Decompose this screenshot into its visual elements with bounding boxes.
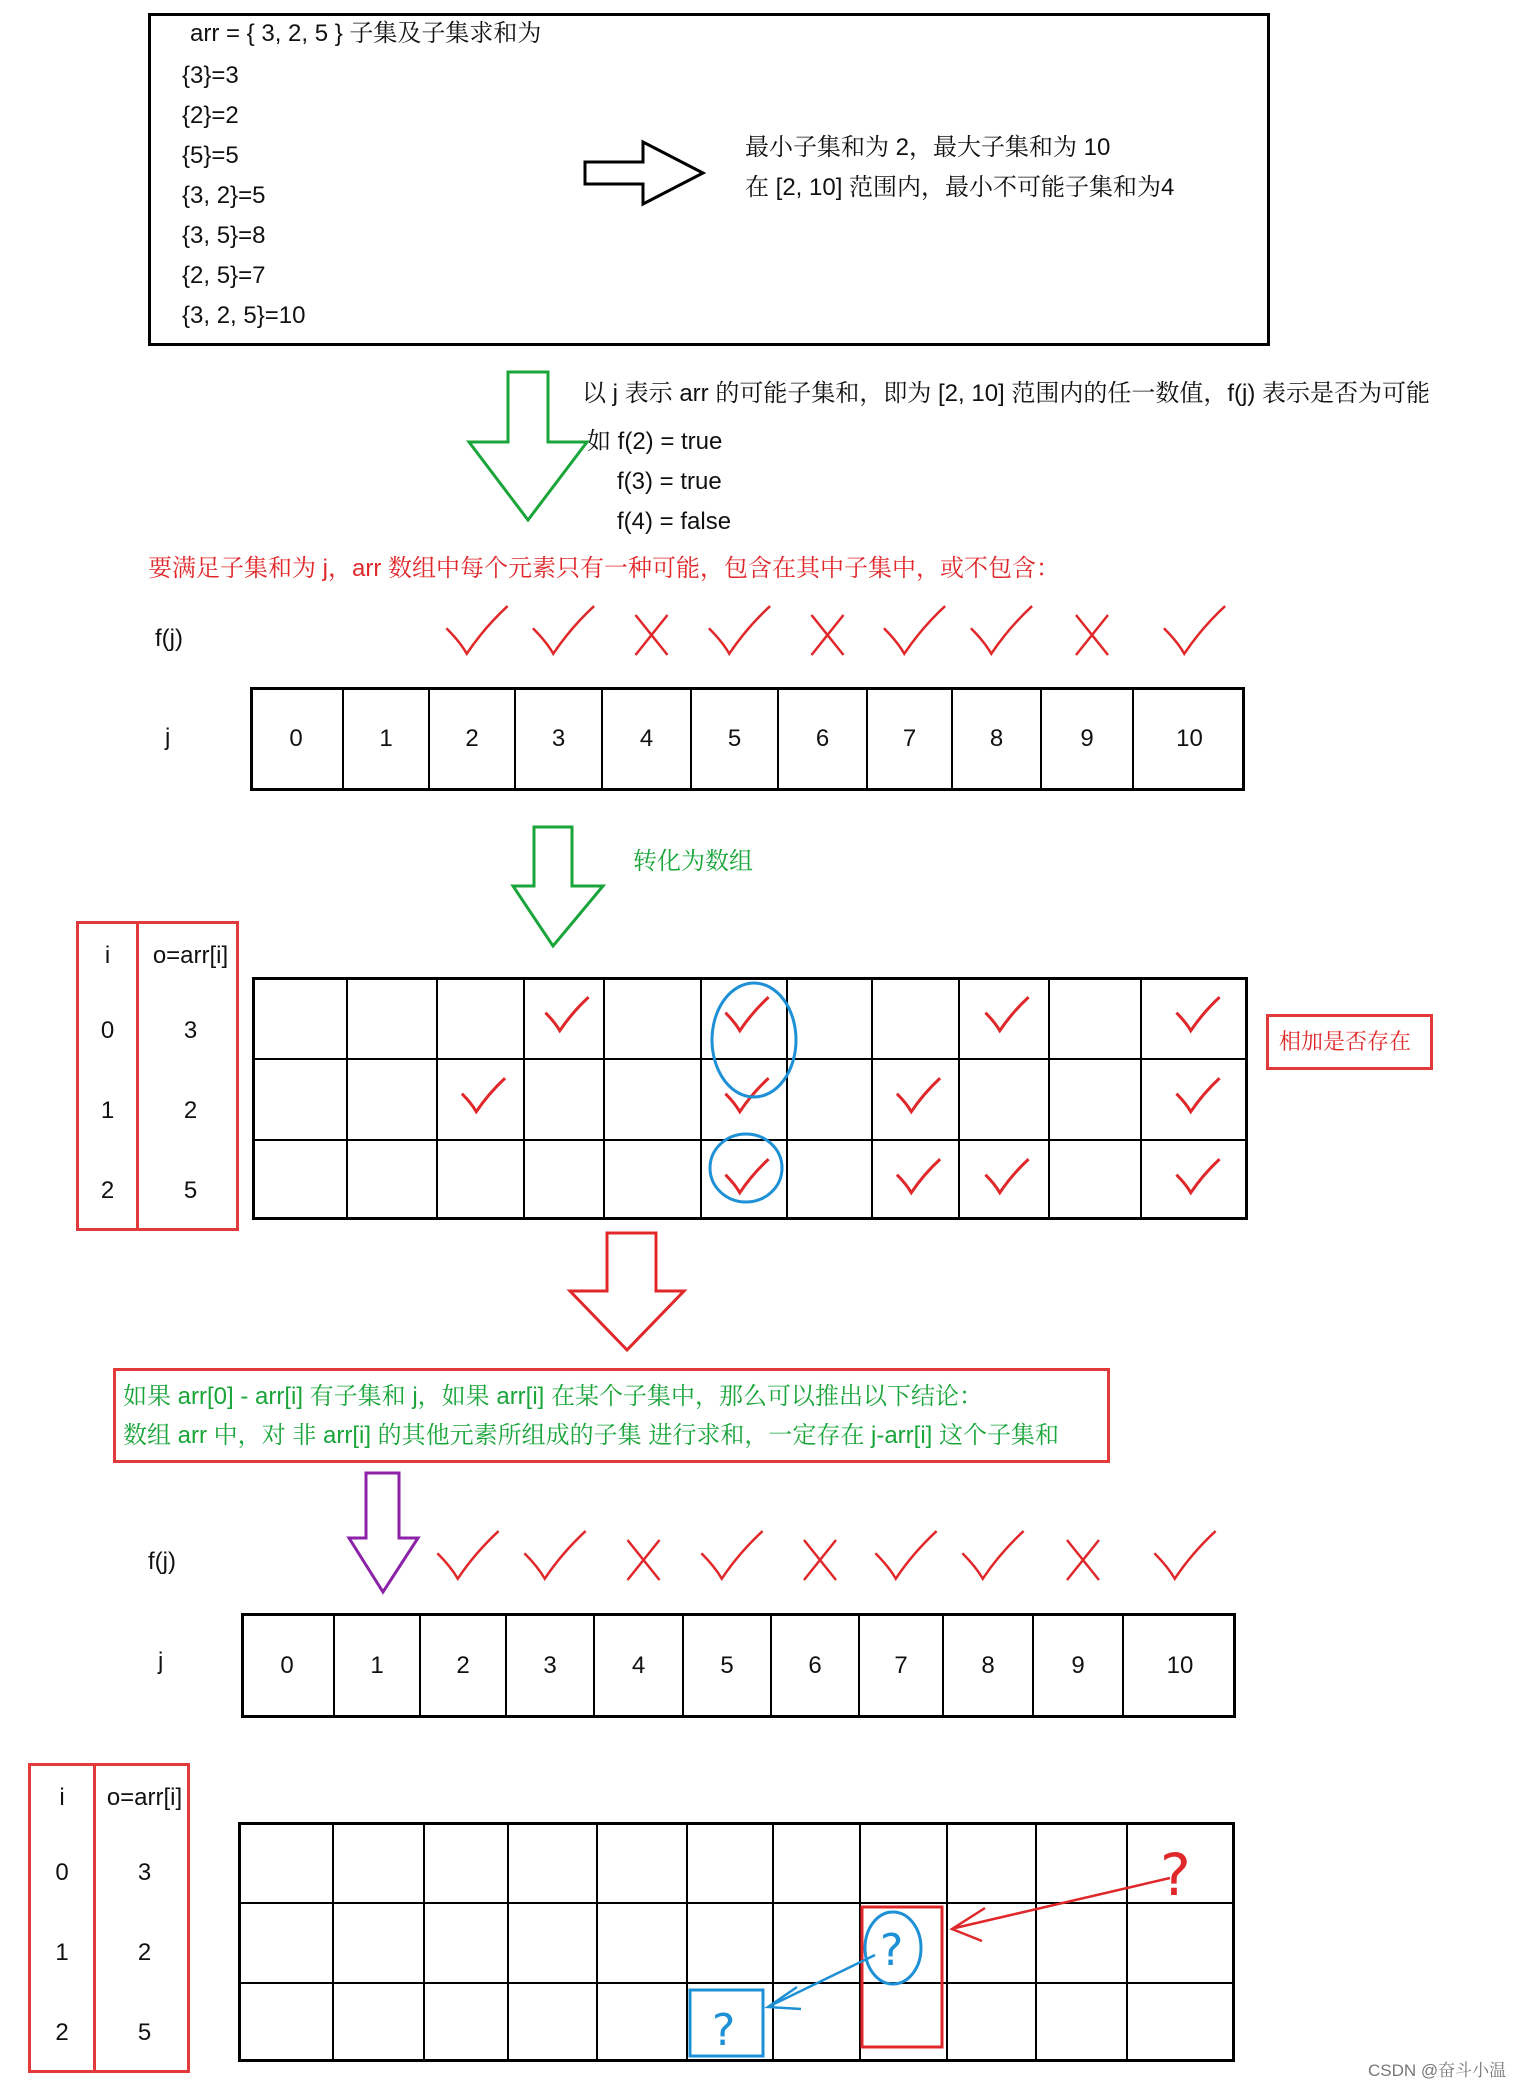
conclusion-line-1: 如果 arr[0] - arr[i] 有子集和 j，如果 arr[i] 在某个子集中，那么可以推出以下结论：	[123, 1383, 984, 1410]
subset-item: {3, 2}=5	[182, 182, 266, 209]
j-label-2: j	[158, 1648, 164, 1675]
j-cell-2: 2	[419, 1613, 505, 1718]
j-cell-4: 4	[601, 687, 690, 791]
subset-item: {2}=2	[182, 102, 239, 129]
arr-header-o: o=arr[i]	[106, 1784, 183, 1811]
conclusion-min-impossible: 在 [2, 10] 范围内，最小不可能子集和为4	[745, 174, 1175, 201]
f-label-2: f(j)	[148, 1548, 176, 1575]
j-cell-7: 7	[866, 687, 951, 791]
subset-title: arr = { 3, 2, 5 } 子集及子集求和为	[190, 20, 542, 47]
j-cell-9: 9	[1032, 1613, 1122, 1718]
j-cell-0: 0	[280, 1651, 294, 1679]
question-mark-icon: ?	[1160, 1841, 1191, 1909]
arr-row-i: 2	[55, 2019, 69, 2046]
red-note: 要满足子集和为 j，arr 数组中每个元素只有一种可能，包含在其中子集中，或不包含：	[148, 555, 1060, 582]
watermark: CSDN @奋斗小温	[1368, 2061, 1507, 2080]
j-label-1: j	[165, 724, 171, 751]
j-cell-8: 8	[942, 1613, 1032, 1718]
subset-item: {3}=3	[182, 62, 239, 89]
arr-row-o: 5	[183, 1177, 198, 1204]
subset-item: {3, 2, 5}=10	[182, 302, 306, 329]
j-cell-8: 8	[951, 687, 1040, 791]
arr-row-i: 0	[100, 1017, 115, 1044]
subset-item: {5}=5	[182, 142, 239, 169]
conclusion-line-2: 数组 arr 中，对 非 arr[i] 的其他元素所组成的子集 进行求和，一定存在 j-arr[i] 这个子集和	[123, 1422, 1059, 1449]
exists-label: 相加是否存在	[1279, 1029, 1412, 1054]
j-cell-6: 6	[777, 687, 866, 791]
j-cell-3: 3	[505, 1613, 593, 1718]
j-cell-6: 6	[770, 1613, 858, 1718]
example-f2: 如 f(2) = true	[587, 428, 723, 455]
down-arrow-icon	[349, 1473, 418, 1592]
highlight-circle-icon	[710, 1134, 782, 1202]
conclusion-min-max: 最小子集和为 2，最大子集和为 10	[745, 134, 1111, 161]
j-cell-0: 0	[289, 725, 303, 752]
j-cell-10: 10	[1132, 687, 1245, 791]
down-arrow-icon	[469, 372, 587, 520]
arr-row-o: 3	[137, 1859, 152, 1886]
question-mark-icon: ?	[712, 2005, 736, 2056]
arr-row-o: 2	[183, 1097, 198, 1124]
j-cell-4: 4	[593, 1613, 682, 1718]
down-arrow-icon	[570, 1233, 684, 1350]
arr-header-o: o=arr[i]	[152, 942, 229, 969]
j-cell-5: 5	[682, 1613, 770, 1718]
j-cell-2: 2	[428, 687, 514, 791]
j-cell-1: 1	[333, 1613, 419, 1718]
highlight-circle-icon	[712, 983, 796, 1097]
down-arrow-icon	[513, 827, 603, 946]
j-cell-9: 9	[1040, 687, 1132, 791]
example-f4: f(4) = false	[617, 508, 732, 535]
arr-header-i: i	[104, 942, 111, 969]
arr-header-i: i	[59, 1784, 65, 1811]
arr-row-o: 5	[137, 2019, 152, 2046]
arr-row-i: 0	[55, 1859, 69, 1886]
arr-row-i: 1	[55, 1939, 69, 1966]
subset-item: {2, 5}=7	[182, 262, 266, 289]
definition-line: 以 j 表示 arr 的可能子集和，即为 [2, 10] 范围内的任一数值，f(j) 表示是否为可能	[582, 380, 1431, 407]
j-cell-10: 10	[1122, 1613, 1236, 1718]
f-label-1: f(j)	[155, 625, 183, 652]
question-mark-icon: ?	[880, 1925, 904, 1976]
j-cell-7: 7	[858, 1613, 942, 1718]
right-arrow-icon	[585, 142, 703, 204]
subset-item: {3, 5}=8	[182, 222, 266, 249]
j-cell-1: 1	[342, 687, 428, 791]
arr-row-o: 2	[137, 1939, 152, 1966]
arr-row-i: 1	[100, 1097, 115, 1124]
arr-row-o: 3	[183, 1017, 198, 1044]
arr-row-i: 2	[100, 1177, 115, 1204]
convert-label: 转化为数组	[633, 848, 753, 875]
j-cell-5: 5	[690, 687, 777, 791]
j-cell-3: 3	[514, 687, 601, 791]
example-f3: f(3) = true	[617, 468, 722, 495]
